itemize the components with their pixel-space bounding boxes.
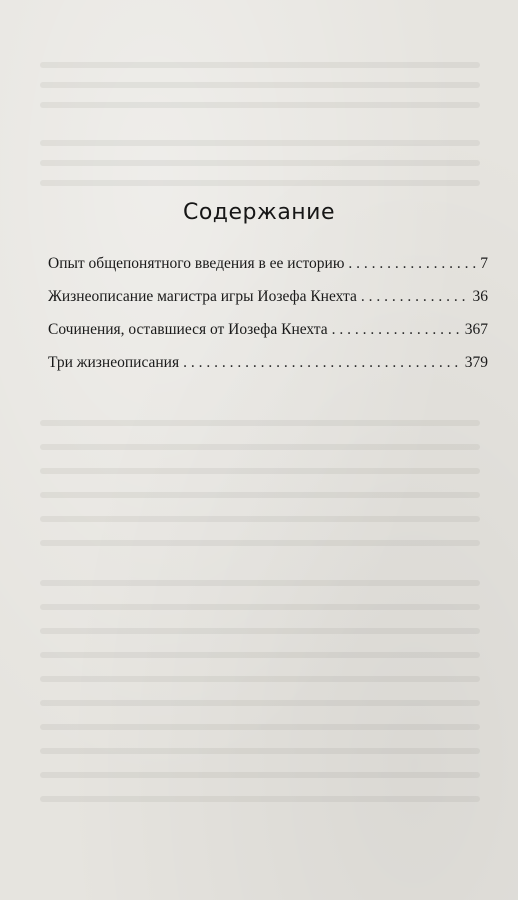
toc-entry-page: 379 (464, 354, 488, 371)
bleed-through-line (40, 748, 480, 754)
dot-leader (348, 254, 476, 274)
bleed-through-line (40, 652, 480, 658)
toc-entry (48, 254, 488, 287)
bleed-through-line (40, 540, 480, 546)
toc-entry-page: 367 (464, 321, 488, 338)
bleed-through-line (40, 420, 480, 426)
bleed-through-line (40, 772, 480, 778)
bleed-through-line (40, 516, 480, 522)
dot-leader (332, 320, 461, 340)
toc-entry (48, 353, 488, 386)
bleed-through-line (40, 468, 480, 474)
bleed-through-line (40, 102, 480, 108)
toc-entry-label: Опыт общепонятного введения в ее историю (48, 255, 345, 272)
toc-entry (48, 320, 488, 353)
toc-entry-label: Жизнеописание магистра игры Иозефа Кнехта (48, 288, 357, 305)
toc-entry-page: 7 (480, 255, 488, 272)
bleed-through-line (40, 62, 480, 68)
dot-leader (183, 353, 461, 373)
toc-entry (48, 287, 488, 320)
dot-leader (361, 287, 469, 307)
page-title: Содержание (182, 200, 336, 225)
bleed-through-line (40, 724, 480, 730)
bleed-through-line (40, 444, 480, 450)
bleed-through-line (40, 580, 480, 586)
bleed-through-line (40, 82, 480, 88)
bleed-through-line (40, 160, 480, 166)
bleed-through-line (40, 700, 480, 706)
bleed-through-line (40, 628, 480, 634)
bleed-through-line (40, 140, 480, 146)
bleed-through-line (40, 180, 480, 186)
bleed-through-line (40, 604, 480, 610)
toc-entry-label: Три жизнеописания (48, 354, 180, 371)
bleed-through-line (40, 492, 480, 498)
bleed-through-line (40, 796, 480, 802)
toc-entry-label: Сочинения, оставшиеся от Иозефа Кнехта (48, 321, 328, 338)
toc-entry-page: 36 (472, 288, 488, 305)
table-of-contents (48, 254, 488, 386)
bleed-through-line (40, 676, 480, 682)
